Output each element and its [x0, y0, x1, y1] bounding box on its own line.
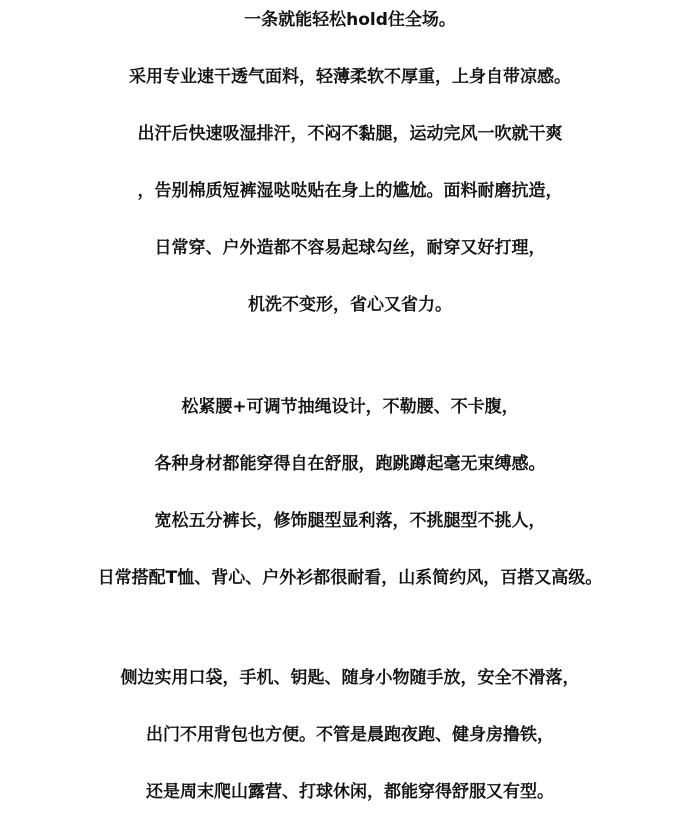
paragraph-pockets [0, 667, 700, 803]
paragraph-fabric [0, 9, 700, 316]
text-line: 日常穿、户外造都不容易起球勾丝，耐穿又好打理， [154, 238, 546, 258]
text-line: 还是周末爬山露营、打球休闲，都能穿得舒服又有型。 [146, 782, 554, 802]
text-line: 一条就能轻松hold住全场。 [244, 10, 456, 30]
text-line: 松紧腰+可调节抽绳设计，不勒腰、不卡腹， [181, 397, 519, 417]
text-line: 出门不用背包也方便。不管是晨跑夜跑、健身房撸铁， [146, 725, 554, 745]
paragraph-waist-fit [0, 396, 700, 589]
text-line: 机洗不变形，省心又省力。 [248, 295, 452, 315]
text-line: 侧边实用口袋，手机、钥匙、随身小物随手放，安全不滑落， [120, 668, 580, 688]
text-line: 采用专业速干透气面料，轻薄柔软不厚重，上身自带凉感。 [129, 67, 571, 87]
text-line: 日常搭配T恤、背心、户外衫都很耐看，山系简约风，百搭又高级。 [97, 568, 603, 588]
text-line: 宽松五分裤长，修饰腿型显利落，不挑腿型不挑人， [154, 511, 546, 531]
text-line: ，告别棉质短裤湿哒哒贴在身上的尴尬。面料耐磨抗造， [137, 181, 563, 201]
text-line: 出汗后快速吸湿排汗，不闷不黏腿，运动完风一吹就干爽 [137, 124, 563, 144]
text-line: 各种身材都能穿得自在舒服，跑跳蹲起毫无束缚感。 [154, 454, 546, 474]
